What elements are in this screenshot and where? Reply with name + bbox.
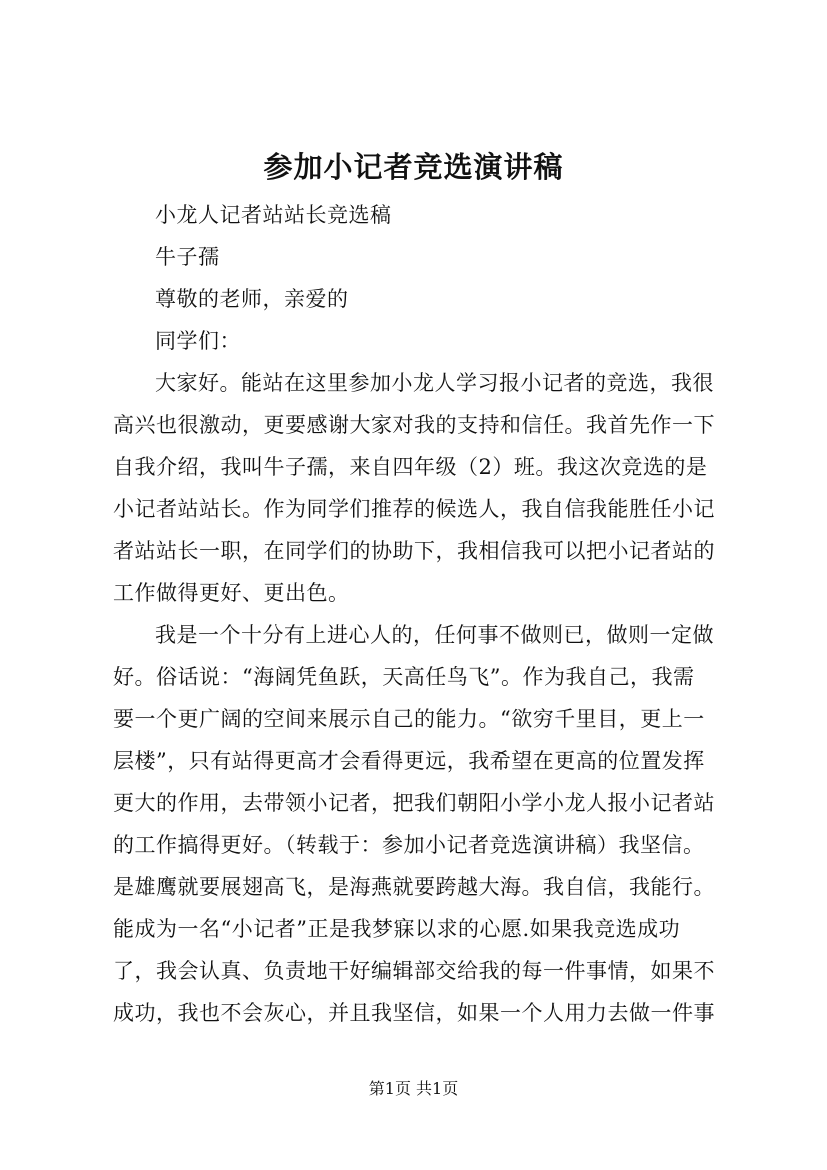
page-footer: 第1页 共1页 xyxy=(368,1079,459,1098)
paragraph1-line: 自我介绍，我叫牛子孺，来自四年级（2）班。我这次竞选的是 xyxy=(113,455,708,479)
paragraph2-line: 的工作搞得更好。（转载于：参加小记者竞选演讲稿）我坚信。 xyxy=(113,833,705,857)
paragraph2-line: 成功，我也不会灰心，并且我坚信，如果一个人用力去做一件事 xyxy=(113,1001,715,1025)
paragraph1-line: 大家好。能站在这里参加小龙人学习报小记者的竞选，我很 xyxy=(155,371,714,395)
paragraph2-line: 我是一个十分有上进心人的，任何事不做则已，做则一定做 xyxy=(155,623,714,647)
paragraph2-line: 层楼”，只有站得更高才会看得更远，我希望在更高的位置发挥 xyxy=(113,749,705,773)
header-line-subtitle: 小龙人记者站站长竞选稿 xyxy=(155,203,392,227)
paragraph1-line: 高兴也很激动，更要感谢大家对我的支持和信任。我首先作一下 xyxy=(113,413,715,437)
header-line-author: 牛子孺 xyxy=(155,245,220,269)
paragraph2-line: 好。俗话说：“海阔凭鱼跃，天高任鸟飞”。作为我自己，我需 xyxy=(113,665,695,689)
header-line-salutation-cont: 同学们： xyxy=(155,329,241,353)
header-line-salutation: 尊敬的老师，亲爱的 xyxy=(155,287,349,311)
document-title: 参加小记者竞选演讲稿 xyxy=(263,150,564,184)
paragraph2-line: 是雄鹰就要展翅高飞，是海燕就要跨越大海。我自信，我能行。 xyxy=(113,875,715,899)
paragraph1-line: 工作做得更好、更出色。 xyxy=(113,581,350,605)
paragraph1-line: 小记者站站长。作为同学们推荐的候选人，我自信我能胜任小记 xyxy=(113,497,715,521)
paragraph1-line: 者站站长一职，在同学们的协助下，我相信我可以把小记者站的 xyxy=(113,539,715,563)
paragraph2-line: 了，我会认真、负责地干好编辑部交给我的每一件事情，如果不 xyxy=(113,959,715,983)
paragraph2-line: 要一个更广阔的空间来展示自己的能力。“欲穷千里目，更上一 xyxy=(113,707,705,731)
paragraph2-line: 更大的作用，去带领小记者，把我们朝阳小学小龙人报小记者站 xyxy=(113,791,715,815)
paragraph2-line: 能成为一名“小记者”正是我梦寐以求的心愿.如果我竞选成功 xyxy=(113,917,681,941)
